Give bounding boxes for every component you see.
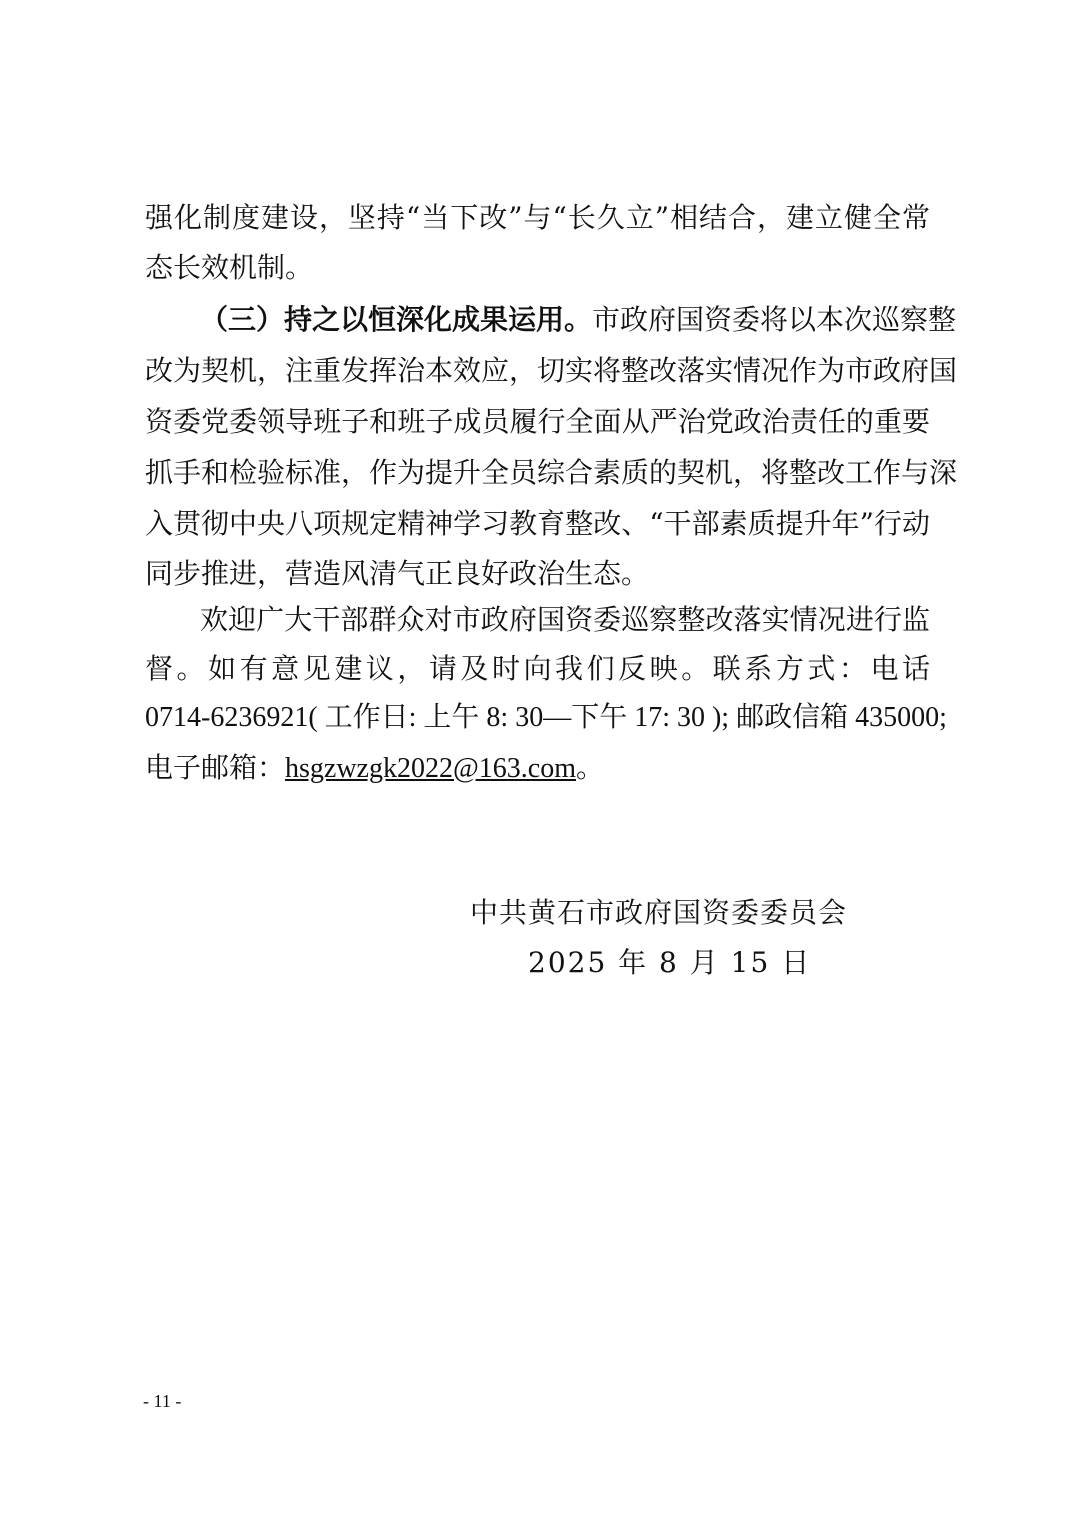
section-3-heading: （三）持之以恒深化成果运用。 <box>200 303 593 336</box>
section-3-line-1 <box>200 302 957 338</box>
email-line <box>145 750 930 787</box>
body-line-3: 改为契机，注重发挥治本效应，切实将整改落实情况作为市政府国 <box>145 354 958 387</box>
body-line-6: 入贯彻中央八项规定精神学习教育整改、“干部素质提升年”行动 <box>145 507 930 540</box>
page-number: - 11 - <box>143 1391 182 1411</box>
body-line-5: 抓手和检验标准，作为提升全员综合素质的契机，将整改工作与深 <box>145 456 958 489</box>
email-label: 电子邮箱： <box>145 751 286 784</box>
signature-date: 2025 年 8 月 15 日 <box>528 946 812 979</box>
email-suffix: 。 <box>575 751 604 784</box>
body-line-4: 资委党委领导班子和班子成员履行全面从严治党政治责任的重要 <box>145 405 930 438</box>
body-line-8: 欢迎广大干部群众对市政府国资委巡察整改落实情况进行监 <box>200 603 930 636</box>
section-3-text: 市政府国资委将以本次巡察整 <box>592 303 957 336</box>
body-line-1: 强化制度建设，坚持“当下改”与“长久立”相结合，建立健全常 <box>145 201 930 234</box>
body-line-2: 态长效机制。 <box>145 251 314 284</box>
body-line-7: 同步推进，营造风清气正良好政治生态。 <box>145 557 650 590</box>
contact-line: 0714-6236921( 工作日: 上午 8: 30—下午 17: 30 ); 邮政信箱 435000; <box>145 702 947 733</box>
signature-organization: 中共黄石市政府国资委委员会 <box>470 896 848 929</box>
email-link[interactable]: hsgzwzgk2022@163.com <box>285 753 576 784</box>
body-line-9: 督。如有意见建议，请及时向我们反映。联系方式：电话 <box>145 652 930 685</box>
